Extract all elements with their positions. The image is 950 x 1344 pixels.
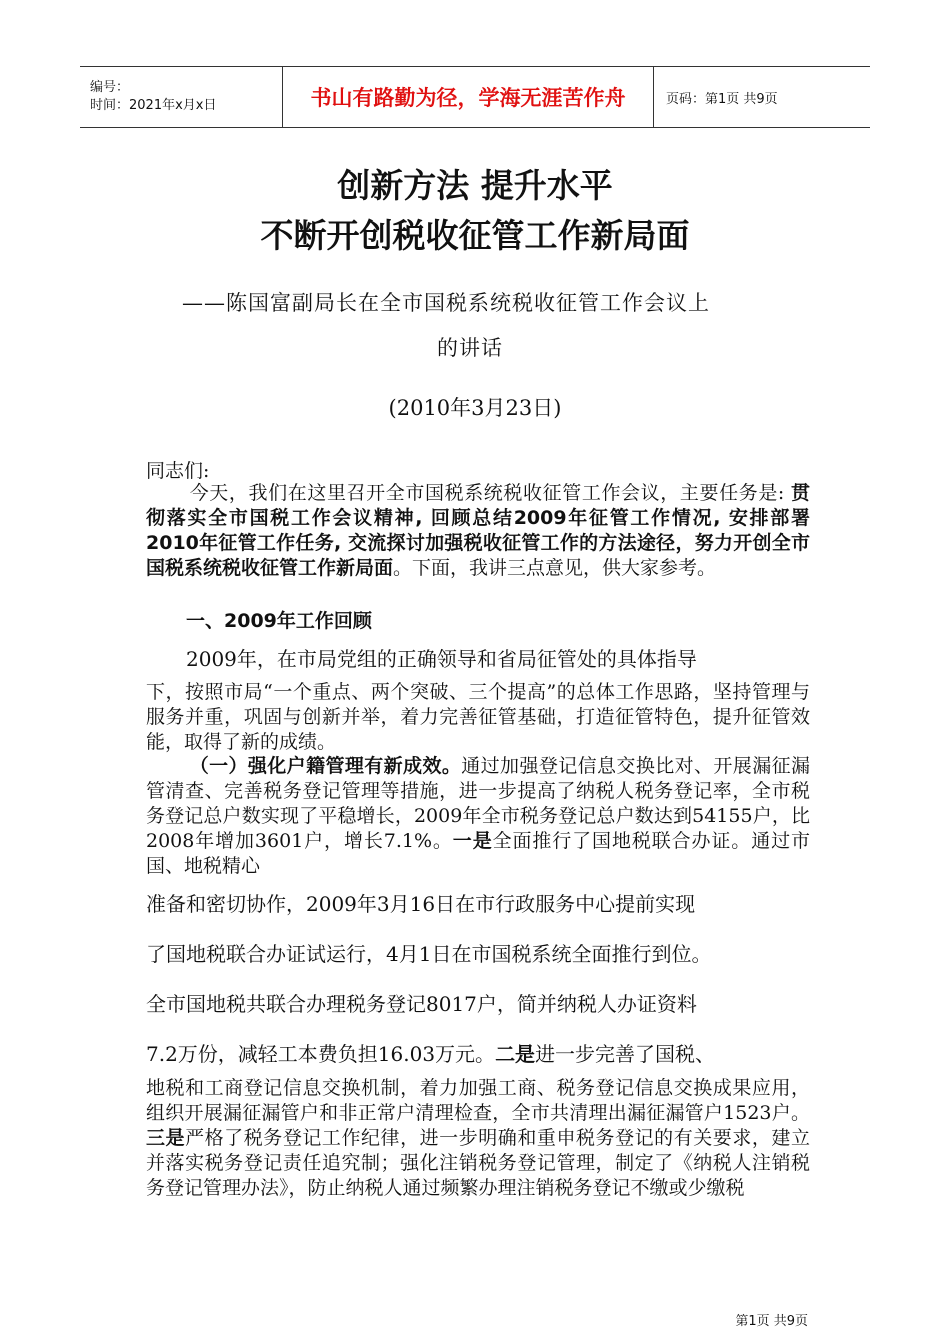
header-motto [282, 67, 654, 127]
greeting: 同志们: [146, 460, 210, 482]
registration-heading: （一）强化户籍管理有新成效。 [189, 755, 462, 777]
paragraph-registration [146, 754, 810, 879]
registration-point-three: 三是 [146, 1127, 186, 1149]
intro-text-c: 。下面，我讲三点意见，供大家参考。 [393, 557, 717, 579]
page-footer: 第1页 共9页 [735, 1314, 808, 1329]
registration-text-a: 通过加强登记信息交换比对、开展漏征漏管清查、完善税务登记管理等措施，进一步提高了纳税人税务登记率，全市税务登记总户数实现了平稳增长，2009年全市税务登记总户数达到54155户，比2008年增加3601户，增长7.1%。 [146, 755, 810, 852]
intro-text-bold: 贯彻落实全市国税工作会议精神, 回顾总结2009年征管工作情况, 安排部署2010年征管工作任务, 交流探讨加强税收征管工作的方法途径，努力开创全市国税系统税收征管工作新局面 [146, 482, 810, 579]
registration-text-b: 全面推行了国地税联合办证。通过市国、地税精心 [146, 830, 810, 877]
body-line-large-4 [146, 1038, 715, 1067]
title-line-1: 创新方法 提升水平 [337, 166, 613, 205]
time-label: 时间：2021年x月x日 [90, 98, 217, 113]
header-meta [80, 67, 282, 127]
line4-text-a: 7.2万份，减轻工本费负担16.03万元。 [146, 1042, 496, 1066]
page-header [80, 66, 870, 128]
subtitle-line-2: 的讲话 [437, 336, 503, 360]
line4-text-b: 进一步完善了国税、 [535, 1042, 716, 1066]
title-line-2: 不断开创税收征管工作新局面 [260, 216, 690, 255]
exchange-text-a: 地税和工商登记信息交换机制，着力加强工商、税务登记信息交换成果应用，组织开展漏征漏管户和非正常户清理检查，全市共清理出漏征漏管户1523户。 [146, 1077, 810, 1124]
registration-point-two: 二是 [495, 1042, 536, 1066]
body-line-large-1: 准备和密切协作，2009年3月16日在市行政服务中心提前实现 [146, 892, 696, 916]
paragraph-exchange [146, 1076, 810, 1201]
section-heading-1: 一、2009年工作回顾 [186, 610, 372, 632]
paragraph-intro [146, 481, 810, 581]
motto-text: 书山有路勤为径，学海无涯苦作舟 [310, 86, 626, 110]
number-label: 编号： [90, 80, 130, 95]
header-page-label: 页码：第1页 共9页 [666, 91, 778, 107]
body-line-large-2: 了国地税联合办证试运行，4月1日在市国税系统全面推行到位。 [146, 942, 712, 966]
paragraph-review-line1: 2009年，在市局党组的正确领导和省局征管处的具体指导 [186, 647, 697, 671]
intro-text-a: 今天，我们在这里召开全市国税系统税收征管工作会议，主要任务是: [189, 482, 791, 504]
registration-point-one: 一是 [452, 830, 493, 852]
body-line-large-3: 全市国地税共联合办理税务登记8017户，简并纳税人办证资料 [146, 992, 697, 1016]
exchange-text-b: 严格了税务登记工作纪律，进一步明确和重申税务登记的有关要求，建立并落实税务登记责任追究制；强化注销税务登记管理，制定了《纳税人注销税务登记管理办法》，防止纳税人通过频繁办理注销税务登记不缴或少缴税 [146, 1127, 810, 1199]
subtitle-line-1: ——陈国富副局长在全市国税系统税收征管工作会议上 [182, 291, 710, 315]
paragraph-review: 下，按照市局“一个重点、两个突破、三个提高”的总体工作思路，坚持管理与服务并重，巩固与创新并举，着力完善征管基础，打造征管特色，提升征管效能，取得了新的成绩。 [146, 681, 810, 753]
speech-date: (2010年3月23日) [388, 396, 562, 420]
